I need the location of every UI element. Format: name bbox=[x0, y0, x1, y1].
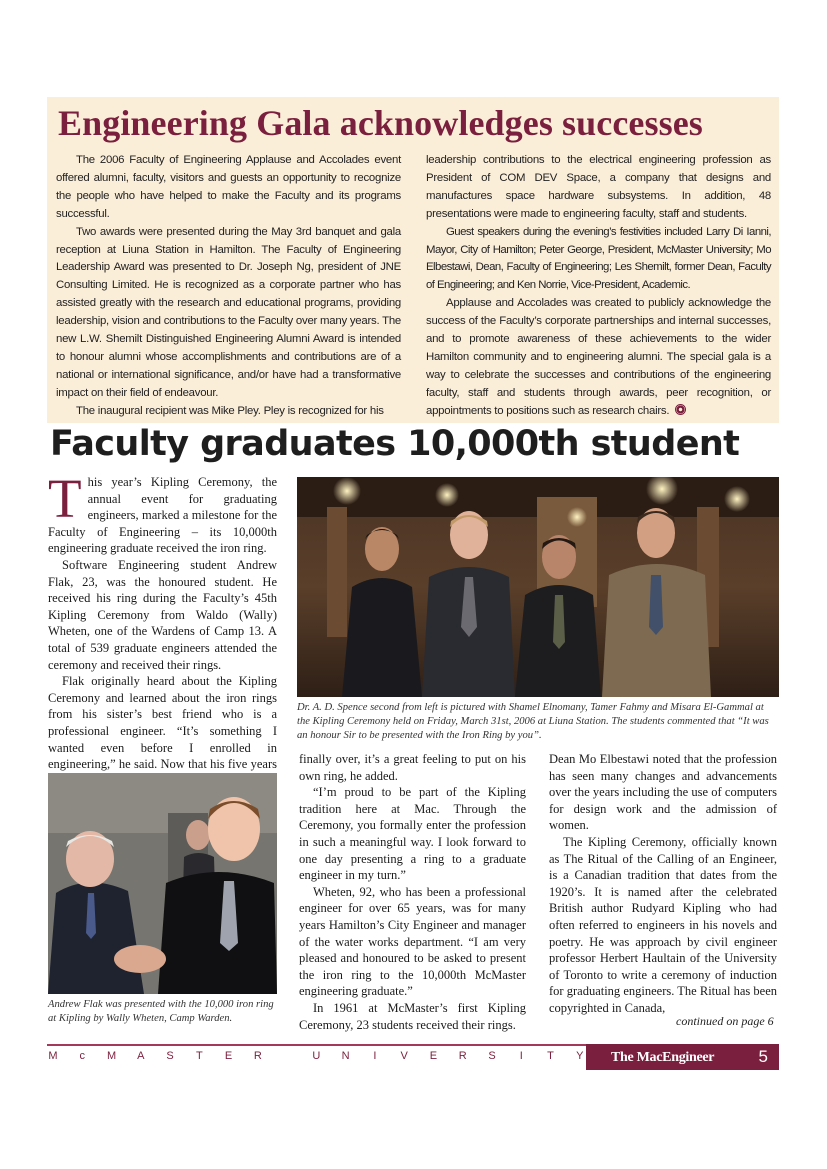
footer-letter: M bbox=[106, 1050, 117, 1062]
footer-letter: U bbox=[312, 1050, 321, 1062]
gala-right-column bbox=[426, 152, 771, 421]
gala-paragraph: leadership contributions to the electrical engineering profession as President of COM DEV Space, a company that designs and manufactures space hardware subsystems. In addition, 48 presentations were made to engineering faculty, staff and students. bbox=[426, 154, 771, 220]
footer-letter: E bbox=[429, 1050, 438, 1062]
footer-university-name bbox=[47, 1050, 586, 1062]
ring-photo-illustration bbox=[48, 773, 277, 994]
article-paragraph: Wheten, 92, who has been a professional engineer for over 65 years, was for many years Hamilton’s City Engineer and manager of the water works department. “I am very pleased and honoured to be asked to present the iron ring to the 10,000th McMaster engineering graduate.” bbox=[299, 884, 526, 999]
gala-headline: Engineering Gala acknowledges successes bbox=[58, 103, 703, 143]
group-photo-caption: Dr. A. D. Spence second from left is pictured with Shamel Elnomany, Tamer Fahmy and Misara El-Gammal at the Kipling Ceremony held on Friday, March 31st, 2006 at Liuna Station. The students commented that “It was an honour Sir to be presented with the Iron Ring by you”. bbox=[297, 702, 769, 742]
gala-paragraph: The 2006 Faculty of Engineering Applause and Accolades event offered alumni, faculty, visitors and guests an opportunity to recognize the people who have helped to make the Faculty and its programs successful. bbox=[56, 154, 401, 220]
page-number: 5 bbox=[758, 1047, 768, 1066]
article-paragraph: “I’m proud to be part of the Kipling tradition here at Mac. Through the Ceremony, you formally enter the profession in such a meaningful way. I look forward to one day presenting a ring to a graduate engineer in my turn.” bbox=[299, 785, 526, 883]
magazine-name: The MacEngineer bbox=[611, 1050, 715, 1065]
article-lead-paragraph bbox=[48, 468, 277, 557]
gala-paragraph: Two awards were presented during the May 3rd banquet and gala reception at Liuna Station in Hamilton. The Faculty of Engineering Leadership Award was presented to Dr. Joseph Ng, president of JNE Consulting Limited. He is recognized as a corporate partner who has assisted greatly with the research and educational programs, providing leadership, vision and contributions to the Faculty over many years. The new L.W. Shemilt Distinguished Engineering Alumni Award is intended to honour alumni whose accomplishments and contributions are of a national or international significance, and/or have had a transformative impact on their field of endeavour. bbox=[56, 225, 401, 399]
drop-cap: T bbox=[48, 468, 82, 529]
footer-letter: R bbox=[253, 1050, 262, 1062]
ceremony-group-photo bbox=[297, 477, 779, 697]
footer-letter: M bbox=[48, 1050, 58, 1062]
footer-letter: A bbox=[137, 1050, 145, 1062]
lead-text: his year’s Kipling Ceremony, the annual event for graduating engineers, marked a milestone for the Faculty of Engineering – its 10,000th engineering graduate received the iron ring. bbox=[48, 475, 277, 556]
article-column-1 bbox=[48, 468, 277, 789]
footer-letter: I bbox=[373, 1050, 377, 1062]
article-paragraph: In 1961 at McMaster’s first Kipling Ceremony, 23 students received their rings. bbox=[299, 1000, 526, 1032]
footer-letter: S bbox=[488, 1050, 496, 1062]
article-paragraph: Flak originally heard about the Kipling Ceremony and learned about the iron rings from his sister’s best friend who is a professional engineer. “It’s something I wanted even before I enrolled in engineering,” he said. Now that his five years bbox=[48, 674, 277, 772]
article-column-3 bbox=[549, 751, 777, 1017]
footer-letter: N bbox=[341, 1050, 350, 1062]
article-paragraph: The Kipling Ceremony, officially known as The Ritual of the Calling of an Engineer, is a Canadian tradition that dates from the 1920’s. It is named after the celebrated British author Rudyard Kipling who had often referred to engineers in his novels and poetry. He was approach by civil engineer professor Herbert Haultain of the University of Toronto to write a ceremony of induction for graduating engineers. The Ritual has been copyrighted in Canada, bbox=[549, 834, 777, 1015]
article-column-2 bbox=[299, 751, 526, 1033]
footer-letter: I bbox=[519, 1050, 523, 1062]
end-mark-icon bbox=[675, 404, 686, 415]
gala-paragraph: Guest speakers during the evening’s festivities included Larry Di Ianni, Mayor, City of Hamilton; Peter George, President, McMaster University; Mo Elbestawi, Dean, Faculty of Engineering; Les Shemilt, former Dean, Faculty of Engineering; and Ken Norrie, Vice-President, Academic. bbox=[426, 225, 771, 292]
continued-note: continued on page 6 bbox=[676, 1014, 774, 1028]
footer-rule bbox=[47, 1044, 586, 1046]
footer-letter: c bbox=[79, 1050, 86, 1062]
article-paragraph: Software Engineering student Andrew Flak, 23, was the honoured student. He received his ring during the Faculty’s 45th Kipling Ceremony from Waldo (Wally) Wheten, one of the Wardens of Camp 13. A total of 539 graduate engineers attended the ceremony and received their rings. bbox=[48, 557, 277, 672]
footer-letter: T bbox=[195, 1050, 203, 1062]
gala-paragraph-text: Applause and Accolades was created to publicly acknowledge the success of the Faculty’s corporate partnerships and internal successes, and to promote awareness of these achievements to the wider Hamilton community and to engineering alumni. The special gala is a way to celebrate the successes and contributions of the engineering faculty, staff and students through awards, peer recognition, or appointments to positions such as research chairs. bbox=[426, 297, 771, 417]
footer-letter: S bbox=[166, 1050, 174, 1062]
article-paragraph: Dean Mo Elbestawi noted that the profession has seen many changes and advancements over the years including the use of computers for design work and the admission of women. bbox=[549, 752, 777, 833]
graduate-headline: Faculty graduates 10,000th student bbox=[50, 424, 740, 464]
footer-banner bbox=[586, 1044, 779, 1070]
gala-paragraph-last bbox=[426, 295, 771, 420]
gala-left-column bbox=[56, 152, 401, 421]
footer-letter bbox=[281, 1050, 293, 1062]
footer-letter: E bbox=[224, 1050, 233, 1062]
footer-letter: T bbox=[547, 1050, 554, 1062]
footer-letter: Y bbox=[576, 1050, 584, 1062]
gala-paragraph: The inaugural recipient was Mike Pley. Pley is recognized for his bbox=[76, 404, 384, 417]
footer-letter: R bbox=[458, 1050, 467, 1062]
ring-presentation-photo bbox=[48, 773, 277, 994]
ring-photo-caption: Andrew Flak was presented with the 10,000 iron ring at Kipling by Wally Wheten, Camp Warden. bbox=[48, 999, 274, 1025]
group-photo-illustration bbox=[297, 477, 779, 697]
article-paragraph: finally over, it’s a great feeling to put on his own ring, he added. bbox=[299, 752, 526, 783]
footer-letter: V bbox=[400, 1050, 408, 1062]
